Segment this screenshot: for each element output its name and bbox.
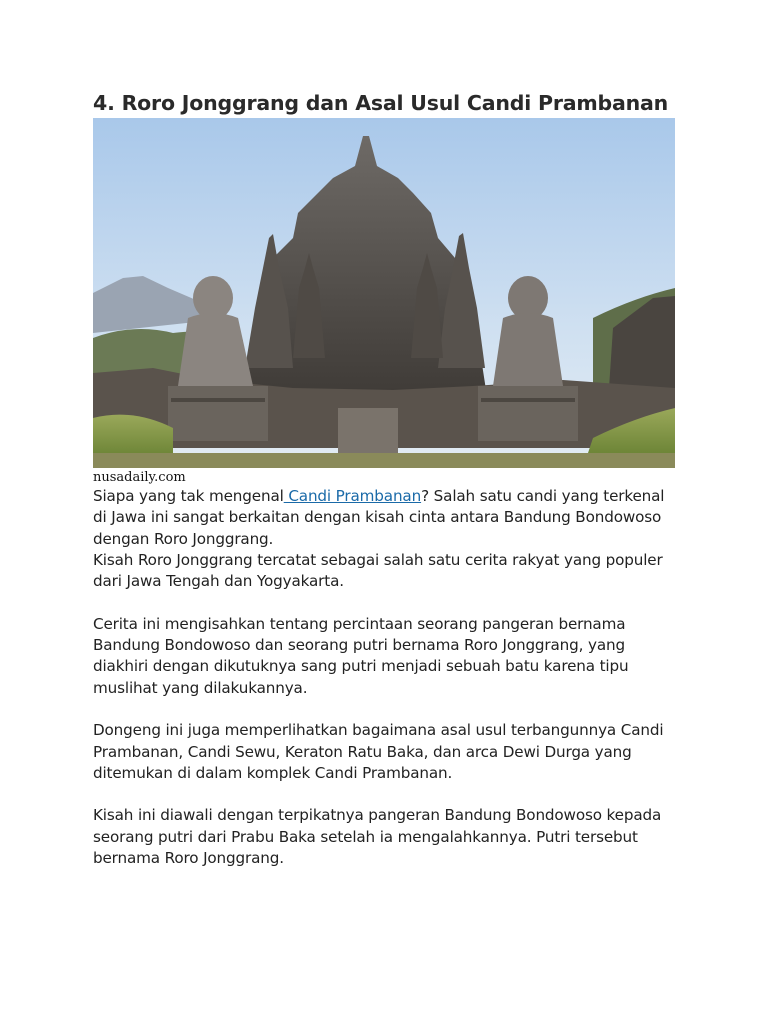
paragraph-1-end: ? Salah satu candi yang terkenal di Jawa ini sangat berkaitan dengan kisah cinta antara Bandung Bondowoso dengan Roro Jonggrang. (93, 487, 665, 548)
paragraph-1 (93, 486, 678, 550)
paragraph-5: Kisah ini diawali dengan terpikatnya pangeran Bandung Bondowoso kepada seorang putri dari Prabu Baka setelah ia mengalahkannya. Putri tersebut bernama Roro Jonggrang. (93, 806, 662, 868)
article (93, 88, 678, 869)
paragraph-2: Kisah Roro Jonggrang tercatat sebagai salah satu cerita rakyat yang populer dari Jawa Tengah dan Yogyakarta. (93, 550, 663, 591)
paragraph-3: Cerita ini mengisahkan tentang percintaan seorang pangeran bernama Bandung Bondowoso dan seorang putri bernama Roro Jonggrang, yang diakhiri dengan dikutuknya sang putri menjadi sebuah batu karena tipu muslihat yang dilakukannya. (93, 614, 629, 697)
paragraph-4: Dongeng ini juga memperlihatkan bagaimana asal usul terbangunnya Candi Prambanan, Candi Sewu, Keraton Ratu Baka, dan arca Dewi Durga yang ditemukan di dalam komplek Candi Prambanan. (93, 721, 664, 782)
image-caption: nusadaily.com (93, 470, 186, 485)
article-title: 4. Roro Jonggrang dan Asal Usul Candi Prambanan (93, 91, 669, 115)
paragraph-1-start: Siapa yang tak mengenal (93, 487, 284, 505)
candi-prambanan-link[interactable]: Candi Prambanan (283, 487, 422, 505)
temple-photo (93, 118, 675, 468)
